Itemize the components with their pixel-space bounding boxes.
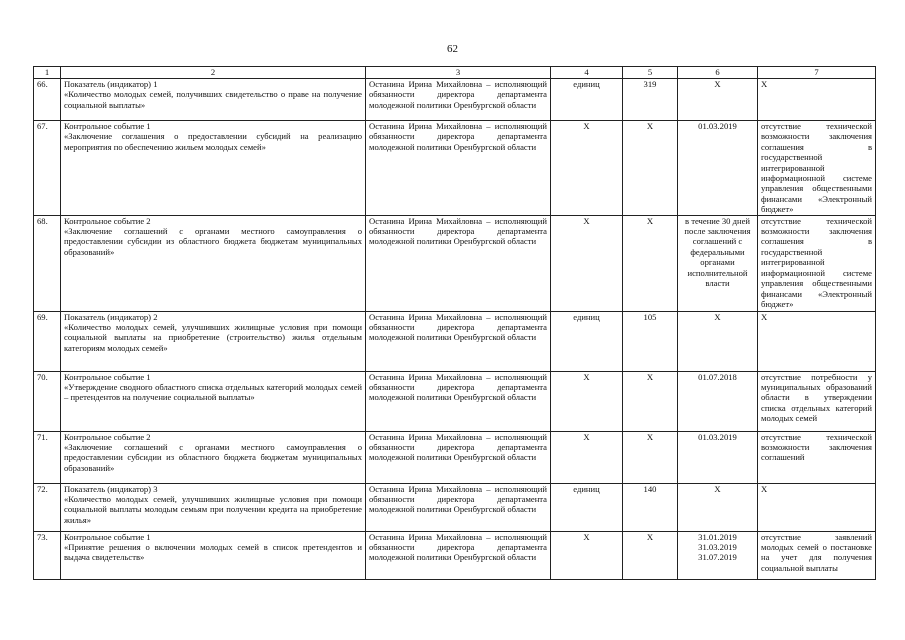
row-responsible: Останина Ирина Михайловна – исполняющий обязанности директора департамента молодежной политики Оренбургской области <box>366 121 551 216</box>
row-date: 31.01.2019 31.03.2019 31.07.2019 <box>678 531 758 579</box>
row-note: Х <box>758 79 876 121</box>
row-description-cell <box>61 431 366 483</box>
row-title: Показатель (индикатор) 2 <box>64 311 158 322</box>
row-number: 67. <box>34 121 61 216</box>
table-row <box>34 431 876 483</box>
row-responsible: Останина Ирина Михайловна – исполняющий обязанности директора департамента молодежной политики Оренбургской области <box>366 79 551 121</box>
row-number: 69. <box>34 311 61 371</box>
row-description-cell <box>61 483 366 531</box>
row-description-cell <box>61 371 366 431</box>
row-value: Х <box>623 121 678 216</box>
row-responsible: Останина Ирина Михайловна – исполняющий обязанности директора департамента молодежной политики Оренбургской области <box>366 431 551 483</box>
row-date: 01.03.2019 <box>678 431 758 483</box>
row-description-cell <box>61 215 366 311</box>
row-date: в течение 30 дней после заключения соглашений с федеральными органами исполнительной власти <box>678 215 758 311</box>
row-description: «Количество молодых семей, улучшивших жилищные условия при помощи социальной выплаты молодым семьям при получении кредита на приобретение жилья» <box>64 494 362 525</box>
row-date: 01.03.2019 <box>678 121 758 216</box>
row-number: 70. <box>34 371 61 431</box>
row-note: отсутствие заявлений молодых семей о постановке на учет для получения социальной выплаты <box>758 531 876 579</box>
table-row <box>34 215 876 311</box>
row-title: Контрольное событие 2 <box>64 431 151 442</box>
row-description: «Заключение соглашения о предоставлении субсидий на реализацию мероприятия по обеспечению жильем молодых семей» <box>64 131 362 152</box>
table-row <box>34 121 876 216</box>
row-number: 68. <box>34 215 61 311</box>
column-header: 4 <box>551 67 623 79</box>
row-unit: единиц <box>551 483 623 531</box>
column-header: 5 <box>623 67 678 79</box>
plan-table <box>33 66 876 580</box>
row-unit: единиц <box>551 79 623 121</box>
row-value: 105 <box>623 311 678 371</box>
row-unit: Х <box>551 215 623 311</box>
row-description: «Заключение соглашений с органами местного самоуправления о предоставлении субсидии из областного бюджета бюджетам муниципальных образований» <box>64 442 362 473</box>
row-date: Х <box>678 483 758 531</box>
row-description: «Заключение соглашений с органами местного самоуправления о предоставлении субсидии из областного бюджета бюджетам муниципальных образований» <box>64 226 362 257</box>
row-description-cell <box>61 121 366 216</box>
row-unit: единиц <box>551 311 623 371</box>
table-row <box>34 531 876 579</box>
row-responsible: Останина Ирина Михайловна – исполняющий обязанности директора департамента молодежной политики Оренбургской области <box>366 311 551 371</box>
row-unit: Х <box>551 431 623 483</box>
table-row <box>34 483 876 531</box>
row-title: Показатель (индикатор) 1 <box>64 79 158 89</box>
row-description-cell <box>61 531 366 579</box>
row-description: «Утверждение сводного областного списка отдельных категорий молодых семей – претендентов на получение социальной выплаты» <box>64 382 362 403</box>
row-number: 71. <box>34 431 61 483</box>
row-value: 140 <box>623 483 678 531</box>
row-number: 66. <box>34 79 61 121</box>
row-note: Х <box>758 311 876 371</box>
table-row <box>34 311 876 371</box>
column-header: 3 <box>366 67 551 79</box>
column-header: 6 <box>678 67 758 79</box>
row-description-cell <box>61 311 366 371</box>
row-date: Х <box>678 79 758 121</box>
column-header: 2 <box>61 67 366 79</box>
header-row <box>34 67 876 79</box>
row-note: отсутствие технической возможности заключения соглашения в государственной интегрированной информационной системе управления общественными финансами «Электронный бюджет» <box>758 121 876 216</box>
row-description: «Количество молодых семей, улучшивших жилищные условия при помощи социальной выплаты на приобретение (строительство) жилья отдельным категориям молодых семей» <box>64 322 362 353</box>
row-responsible: Останина Ирина Михайловна – исполняющий обязанности директора департамента молодежной политики Оренбургской области <box>366 215 551 311</box>
row-title: Контрольное событие 1 <box>64 121 151 131</box>
row-value: Х <box>623 371 678 431</box>
row-date: Х <box>678 311 758 371</box>
row-unit: Х <box>551 371 623 431</box>
row-responsible: Останина Ирина Михайловна – исполняющий обязанности директора департамента молодежной политики Оренбургской области <box>366 531 551 579</box>
row-description: «Принятие решения о включении молодых семей в список претендентов и выдача свидетельств» <box>64 542 362 563</box>
row-responsible: Останина Ирина Михайловна – исполняющий обязанности директора департамента молодежной политики Оренбургской области <box>366 371 551 431</box>
table-row <box>34 79 876 121</box>
row-value: Х <box>623 431 678 483</box>
row-description: «Количество молодых семей, получивших свидетельство о праве на получение социальной выплаты» <box>64 89 362 110</box>
row-unit: Х <box>551 121 623 216</box>
row-title: Показатель (индикатор) 3 <box>64 483 158 494</box>
row-number: 73. <box>34 531 61 579</box>
table-row <box>34 371 876 431</box>
row-note: отсутствие технической возможности заключения соглашений <box>758 431 876 483</box>
row-note: отсутствие потребности у муниципальных образований области в утверждении списка отдельных категорий молодых семей <box>758 371 876 431</box>
row-value: Х <box>623 531 678 579</box>
row-title: Контрольное событие 2 <box>64 215 151 226</box>
column-header: 7 <box>758 67 876 79</box>
row-value: Х <box>623 215 678 311</box>
row-title: Контрольное событие 1 <box>64 371 151 382</box>
row-note: отсутствие технической возможности заключения соглашения в государственной интегрированной информационной системе управления общественными финансами «Электронный бюджет» <box>758 215 876 311</box>
row-number: 72. <box>34 483 61 531</box>
row-title: Контрольное событие 1 <box>64 531 151 542</box>
row-note: Х <box>758 483 876 531</box>
row-responsible: Останина Ирина Михайловна – исполняющий обязанности директора департамента молодежной политики Оренбургской области <box>366 483 551 531</box>
row-date: 01.07.2018 <box>678 371 758 431</box>
row-value: 319 <box>623 79 678 121</box>
row-unit: Х <box>551 531 623 579</box>
column-header: 1 <box>34 67 61 79</box>
row-description-cell <box>61 79 366 121</box>
page-number: 62 <box>447 43 458 55</box>
